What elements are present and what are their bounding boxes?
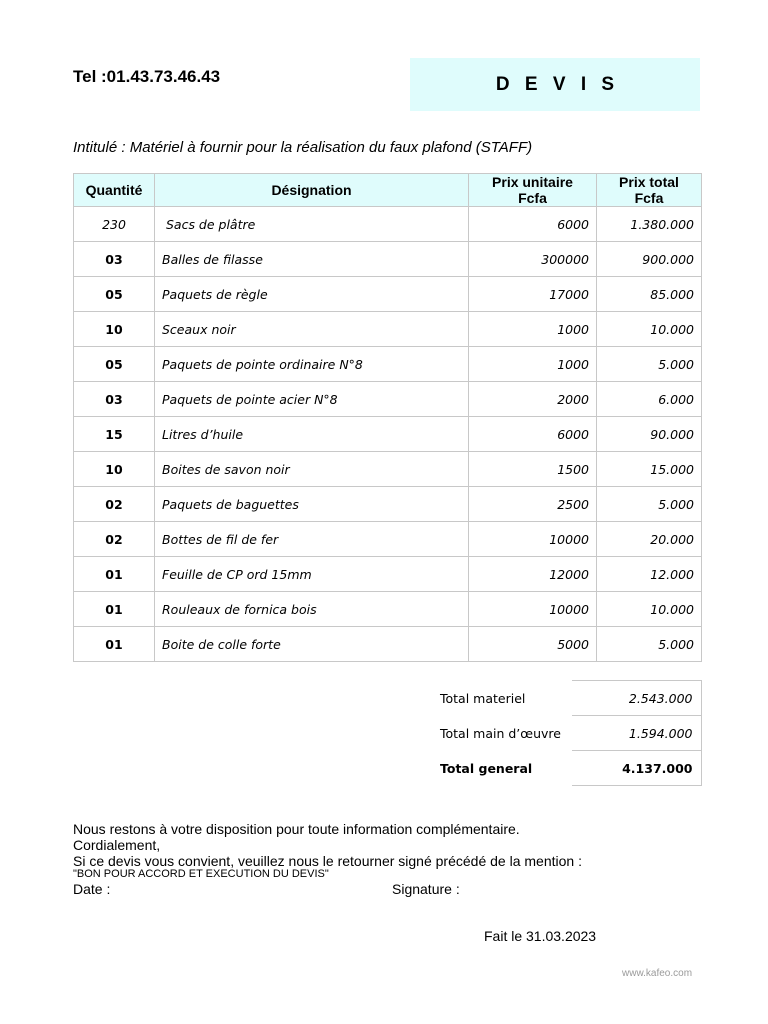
- table-row: [74, 382, 702, 417]
- cell-designation: Paquets de pointe acier N°8: [155, 382, 469, 417]
- total-materiel-label: Total materiel: [440, 690, 526, 706]
- total-materiel-value: 2.543.000: [572, 681, 701, 716]
- cell-total-price: 5.000: [597, 627, 702, 662]
- footer-mention: "BON POUR ACCORD ET EXECUTION DU DEVIS": [73, 868, 329, 880]
- total-general-value: 4.137.000: [572, 751, 701, 786]
- cell-quantity: 02: [74, 522, 155, 557]
- cell-designation: Sceaux noir: [155, 312, 469, 347]
- cell-total-price: 15.000: [597, 452, 702, 487]
- cell-total-price: 12.000: [597, 557, 702, 592]
- cell-total-price: 10.000: [597, 592, 702, 627]
- items-table: [73, 173, 702, 662]
- cell-total-price: 90.000: [597, 417, 702, 452]
- cell-unit-price: 10000: [469, 522, 597, 557]
- cell-designation: Balles de filasse: [155, 242, 469, 277]
- total-general-label: Total general: [440, 760, 533, 776]
- quote-subject: Intitulé : Matériel à fournir pour la réalisation du faux plafond (STAFF): [73, 139, 533, 156]
- table-row: [74, 557, 702, 592]
- cell-designation: Paquets de pointe ordinaire N°8: [155, 347, 469, 382]
- date-label: Date :: [73, 881, 111, 897]
- cell-designation: Boite de colle forte: [155, 627, 469, 662]
- cell-unit-price: 1000: [469, 312, 597, 347]
- cell-total-price: 1.380.000: [597, 207, 702, 242]
- cell-unit-price: 6000: [469, 417, 597, 452]
- cell-quantity: 01: [74, 627, 155, 662]
- cell-quantity: 05: [74, 347, 155, 382]
- cell-designation: Paquets de baguettes: [155, 487, 469, 522]
- table-row: [74, 522, 702, 557]
- total-main-oeuvre-label: Total main d’œuvre: [440, 725, 561, 741]
- cell-quantity: 01: [74, 557, 155, 592]
- header-quantity: Quantité: [74, 174, 155, 207]
- totals-table: [434, 680, 702, 786]
- cell-unit-price: 300000: [469, 242, 597, 277]
- cell-total-price: 6.000: [597, 382, 702, 417]
- cell-quantity: 15: [74, 417, 155, 452]
- cell-total-price: 900.000: [597, 242, 702, 277]
- cell-total-price: 85.000: [597, 277, 702, 312]
- cell-quantity: 03: [74, 242, 155, 277]
- cell-quantity: 02: [74, 487, 155, 522]
- cell-unit-price: 6000: [469, 207, 597, 242]
- devis-title: D E V I S: [495, 73, 620, 95]
- table-row: [74, 627, 702, 662]
- table-row: [74, 417, 702, 452]
- header-total-price-line1: Prix total: [619, 174, 679, 190]
- cell-unit-price: 1000: [469, 347, 597, 382]
- header-total-price: [597, 174, 702, 207]
- cell-quantity: 05: [74, 277, 155, 312]
- header-unit-price-line2: Fcfa: [518, 190, 547, 206]
- cell-unit-price: 10000: [469, 592, 597, 627]
- footer-disposition: Nous restons à votre disposition pour toute information complémentaire.: [73, 821, 520, 837]
- cell-unit-price: 2000: [469, 382, 597, 417]
- cell-total-price: 5.000: [597, 347, 702, 382]
- total-main-oeuvre-value: 1.594.000: [572, 716, 701, 751]
- table-row: [74, 207, 702, 242]
- footer-cordialement: Cordialement,: [73, 837, 161, 853]
- table-row: [74, 277, 702, 312]
- cell-designation: Sacs de plâtre: [155, 207, 469, 242]
- cell-unit-price: 17000: [469, 277, 597, 312]
- cell-total-price: 20.000: [597, 522, 702, 557]
- cell-unit-price: 5000: [469, 627, 597, 662]
- fait-le-date: Fait le 31.03.2023: [484, 928, 597, 944]
- cell-designation: Boites de savon noir: [155, 452, 469, 487]
- totals-row-materiel: [434, 681, 701, 716]
- table-row: [74, 592, 702, 627]
- cell-total-price: 10.000: [597, 312, 702, 347]
- cell-total-price: 5.000: [597, 487, 702, 522]
- header-designation: Désignation: [155, 174, 469, 207]
- table-row: [74, 242, 702, 277]
- signature-label: Signature :: [392, 881, 460, 897]
- table-row: [74, 312, 702, 347]
- cell-quantity: 10: [74, 312, 155, 347]
- cell-designation: Paquets de règle: [155, 277, 469, 312]
- cell-unit-price: 2500: [469, 487, 597, 522]
- footer-instructions: Si ce devis vous convient, veuillez nous le retourner signé précédé de la mention :: [73, 853, 582, 869]
- header-total-price-line2: Fcfa: [634, 190, 664, 206]
- cell-quantity: 10: [74, 452, 155, 487]
- table-row: [74, 487, 702, 522]
- watermark: www.kafeo.com: [622, 968, 693, 979]
- table-row: [74, 452, 702, 487]
- phone-number: Tel :01.43.73.46.43: [73, 67, 221, 86]
- cell-designation: Litres d’huile: [155, 417, 469, 452]
- cell-unit-price: 12000: [469, 557, 597, 592]
- cell-designation: Rouleaux de fornica bois: [155, 592, 469, 627]
- header-unit-price-line1: Prix unitaire: [492, 174, 573, 190]
- table-header-row: [74, 174, 702, 207]
- table-row: [74, 347, 702, 382]
- cell-quantity: 01: [74, 592, 155, 627]
- totals-row-general: [434, 751, 701, 786]
- devis-title-box: [410, 58, 700, 111]
- cell-unit-price: 1500: [469, 452, 597, 487]
- cell-designation: Bottes de fil de fer: [155, 522, 469, 557]
- totals-row-main-oeuvre: [434, 716, 701, 751]
- cell-designation: Feuille de CP ord 15mm: [155, 557, 469, 592]
- cell-quantity: 230: [74, 207, 155, 242]
- cell-quantity: 03: [74, 382, 155, 417]
- header-unit-price: [469, 174, 597, 207]
